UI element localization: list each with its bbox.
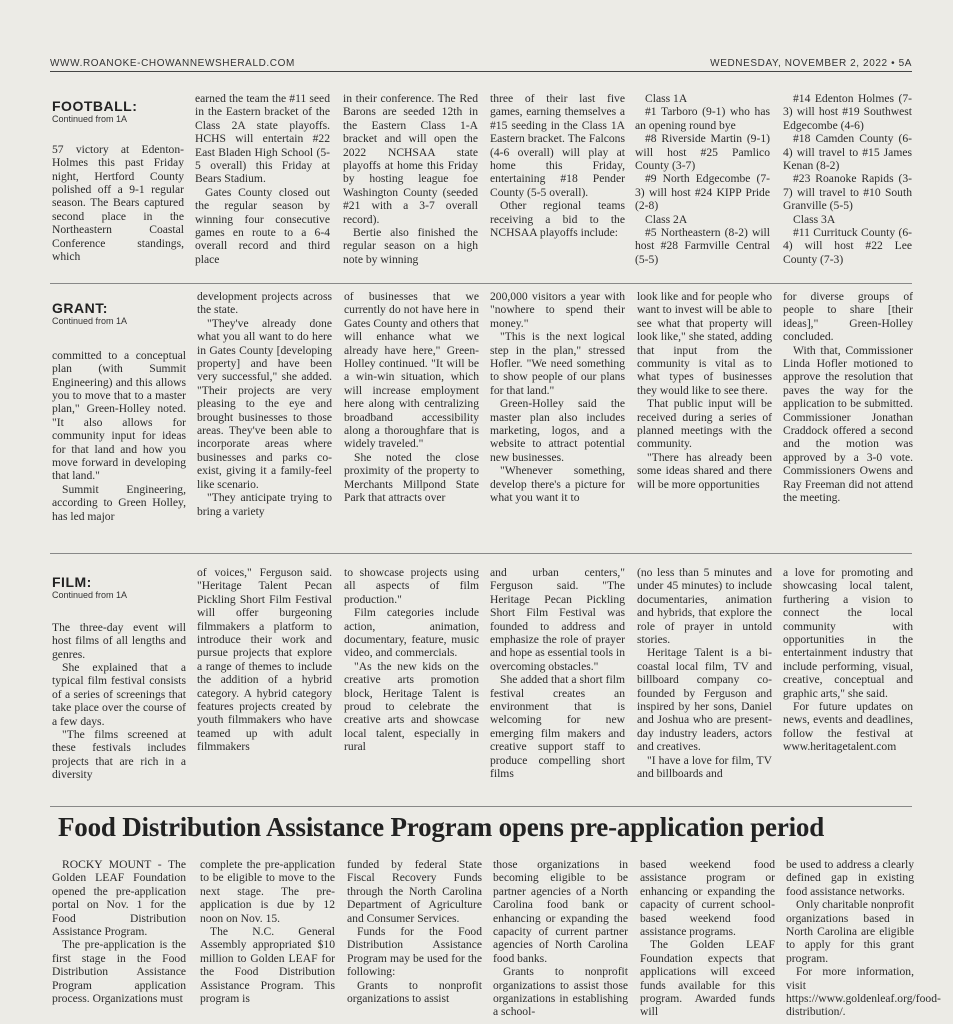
article-paragraph: For more information, visit https://www.goldenleaf.org/food-distribution/. bbox=[786, 965, 941, 1019]
grant-col-1 bbox=[197, 290, 332, 518]
article-paragraph: "The films screened at these festivals includes projects that are rich in a diversity bbox=[52, 728, 186, 782]
food-col-0 bbox=[52, 858, 186, 1005]
article-paragraph: For future updates on news, events and deadlines, follow the festival at www.heritagetalent.com bbox=[783, 700, 913, 754]
film-col-5 bbox=[783, 566, 913, 754]
food-col-5 bbox=[786, 858, 941, 1019]
article-paragraph: She explained that a typical film festival consists of a series of screenings that take place over the course of a few days. bbox=[52, 661, 186, 728]
article-paragraph: a love for promoting and showcasing local talent, furthering a vision to connect the local community with opportunities in the entertainment industry that include performing, visual, creative, conceptual and graphic arts," she said. bbox=[783, 566, 913, 700]
article-paragraph: Grants to nonprofit organizations to assist bbox=[347, 978, 482, 1006]
article-paragraph: ROCKY MOUNT - The Golden LEAF Foundation opened the pre-application portal on Nov. 1 for the Food Distribution Assistance Program. bbox=[52, 858, 186, 939]
article-paragraph: Heritage Talent is a bi-coastal local film, TV and billboard company co-founded by Ferguson and inspired by her sons, Daniel and Joshua who are present-day industry leaders, actors and creatives. bbox=[637, 646, 772, 754]
article-paragraph: The Golden LEAF Foundation expects that applications will exceed funds available for this program. Awarded funds will bbox=[640, 938, 775, 1019]
article-paragraph: of voices," Ferguson said. "Heritage Talent Pecan Pickling Short Film Festival will offer burgeoning filmmakers a platform to introduce their work and pursue projects that explore a range of themes to include the addition of a hybrid category. A hybrid category features projects created by youth filmmakers who have teamed up with adult filmmakers bbox=[197, 566, 332, 754]
article-paragraph: Class 1A bbox=[645, 92, 688, 105]
article-paragraph: #5 Northeastern (8-2) will host #28 Farmville Central (5-5) bbox=[635, 226, 770, 266]
film-kicker: FILM: bbox=[52, 574, 92, 590]
film-col-4 bbox=[637, 566, 772, 781]
grant-col-2 bbox=[344, 290, 479, 505]
grant-continued: Continued from 1A bbox=[52, 316, 128, 327]
football-continued: Continued from 1A bbox=[52, 114, 128, 125]
article-paragraph: "Whenever something, develop there's a picture for what you want it to bbox=[490, 464, 625, 505]
article-paragraph: in their conference. The Red Barons are seeded 12th in the Eastern Class 1-A bracket and will open the 2022 NCHSAA state playoffs at home this Friday by hosting league foe Washington County (seeded #21 with a 3-7 overall record). bbox=[343, 92, 478, 226]
section-divider bbox=[50, 806, 912, 807]
article-paragraph: (no less than 5 minutes and under 45 minutes) to include documentaries, animation and hybrids, that explore the role of prayer in untold stories. bbox=[637, 566, 772, 647]
grant-section bbox=[50, 290, 912, 542]
article-paragraph: "I have a love for film, TV and billboards and bbox=[637, 753, 772, 781]
article-paragraph: #18 Camden County (6-4) will travel to #15 James Kenan (8-2) bbox=[783, 132, 912, 173]
article-paragraph: 200,000 visitors a year with "nowhere to spend their money." bbox=[490, 290, 625, 330]
article-paragraph: 57 victory at Edenton-Holmes this past Friday night, Hertford County polished off a 9-1 regular season. The Bears captured second place in the Northeastern Coastal Conference standings, which bbox=[52, 142, 184, 264]
article-paragraph: Other regional teams receiving a bid to the NCHSAA playoffs include: bbox=[490, 199, 625, 240]
football-col-5 bbox=[783, 92, 912, 266]
article-paragraph: be used to address a clearly defined gap in existing food assistance networks. bbox=[786, 858, 914, 898]
food-col-1 bbox=[200, 858, 335, 1005]
article-paragraph: #14 Edenton Holmes (7-3) will host #19 Southwest Edgecombe (4-6) bbox=[783, 92, 912, 132]
article-paragraph: Summit Engineering, according to Green Holley, has led major bbox=[52, 482, 186, 523]
article-paragraph: "They anticipate trying to bring a variety bbox=[197, 491, 332, 518]
article-paragraph: earned the team the #11 seed in the Eastern bracket of the Class 2A state playoffs. HCHS will entertain #22 East Bladen High School (5-5 overall) this Friday at Bears Stadium. bbox=[195, 92, 330, 186]
football-kicker: FOOTBALL: bbox=[52, 98, 138, 114]
site-url: WWW.ROANOKE-CHOWANNEWSHERALD.COM bbox=[50, 58, 295, 69]
football-section bbox=[50, 92, 912, 274]
article-paragraph: based weekend food assistance program or enhancing or expanding the capacity of current school-based weekend food assistance programs. bbox=[640, 858, 775, 939]
article-paragraph: to showcase projects using all aspects of film production." bbox=[344, 566, 479, 606]
article-paragraph: development projects across the state. bbox=[197, 290, 332, 317]
article-paragraph: three of their last five games, earning themselves a #15 seeding in the Class 1A Eastern bracket. The Falcons (4-6 overall) will play at home this Friday, entertaining #18 Pender County (5-5 overall). bbox=[490, 92, 625, 199]
article-paragraph: #11 Currituck County (6-4) will host #22 Lee County (7-3) bbox=[783, 226, 912, 266]
article-paragraph: complete the pre-application to be eligible to move to the next stage. The pre-application is due by 12 noon on Nov. 15. bbox=[200, 858, 335, 925]
football-col-2 bbox=[343, 92, 478, 266]
article-paragraph: and urban centers," Ferguson said. "The Heritage Pecan Pickling Short Film Festival was founded to address and emphasize the role of prayer and hope as essential tools in overcoming obstacles." bbox=[490, 566, 625, 673]
film-continued: Continued from 1A bbox=[52, 590, 128, 601]
article-paragraph: "This is the next logical step in the plan," stressed Hofler. "We need something to show people of our plans for that land." bbox=[490, 330, 625, 397]
article-paragraph: With that, Commissioner Linda Hofler motioned to approve the resolution that paves the way for the application to be submitted. Commissioner Jonathan Craddock offered a second and the motion was approved by a 3-0 vote. Commissioners Owens and Ray Freeman did not attend the meeting. bbox=[783, 343, 913, 505]
article-paragraph: #9 North Edgecombe (7-3) will host #24 KIPP Pride (2-8) bbox=[635, 172, 770, 213]
article-paragraph: She noted the close proximity of the property to Merchants Millpond State Park that attracts over bbox=[344, 450, 479, 505]
article-paragraph: of businesses that we currently do not have here in Gates County and others that will enhance what we already have here," Green-Holley continued. "It will be a win-win situation, which will increase employment here along with centralizing broadband accessibility along a thoroughfare that is widely traveled." bbox=[344, 290, 479, 451]
article-paragraph: Grants to nonprofit organizations to assist those organizations in establishing a school- bbox=[493, 965, 628, 1019]
football-col-3 bbox=[490, 92, 625, 239]
article-paragraph: Bertie also finished the regular season on a high note by winning bbox=[343, 226, 478, 266]
film-col-2 bbox=[344, 566, 479, 754]
article-paragraph: Green-Holley said the master plan also includes marketing, logos, and a website to attract potential new businesses. bbox=[490, 397, 625, 464]
article-paragraph: Film categories include action, animation, documentary, feature, music video, and commercials. bbox=[344, 606, 479, 660]
food-headline: Food Distribution Assistance Program opens pre-application period bbox=[58, 812, 825, 842]
article-paragraph: look like and for people who want to invest will be able to see what that property will look like," she stated, adding that input from the community is vital as to what types of businesses they would like to see there. bbox=[637, 290, 772, 397]
film-col-1 bbox=[197, 566, 332, 754]
article-paragraph: for diverse groups of people to share [their ideas]," Green-Holley concluded. bbox=[783, 290, 913, 344]
food-col-2 bbox=[347, 858, 482, 1005]
issue-date: WEDNESDAY, NOVEMBER 2, 2022 • 5A bbox=[710, 58, 912, 69]
section-divider bbox=[50, 553, 912, 554]
article-paragraph: those organizations in becoming eligible to be partner agencies of a North Carolina food bank or enhancing or expanding the capacity of current partner agencies of North Carolina food banks. bbox=[493, 858, 628, 965]
article-paragraph: The pre-application is the first stage in the Food Distribution Assistance Program application process. Organizations must bbox=[52, 938, 186, 1006]
article-paragraph: That public input will be received during a series of planned meetings with the community. bbox=[637, 397, 772, 451]
article-paragraph: Only charitable nonprofit organizations based in North Carolina are eligible to apply for this grant program. bbox=[786, 898, 914, 965]
article-paragraph: #1 Tarboro (9-1) who has an opening round bye bbox=[635, 105, 770, 132]
grant-col-5 bbox=[783, 290, 913, 505]
article-paragraph: #23 Roanoke Rapids (3-7) will travel to #10 South Granville (5-5) bbox=[783, 172, 912, 213]
article-paragraph: "As the new kids on the creative arts promotion block, Heritage Talent is proud to celebrate the creative arts and showcase local talent, especially in rural bbox=[344, 659, 479, 754]
football-col-1 bbox=[195, 92, 330, 266]
section-divider bbox=[50, 283, 912, 284]
football-col-0 bbox=[52, 92, 184, 263]
grant-col-3 bbox=[490, 290, 625, 505]
food-col-4 bbox=[640, 858, 775, 1019]
article-paragraph: #8 Riverside Martin (9-1) will host #25 Pamlico County (3-7) bbox=[635, 132, 770, 173]
film-section bbox=[50, 566, 912, 796]
article-paragraph: The three-day event will host films of all lengths and genres. bbox=[52, 620, 186, 661]
article-paragraph: "There has already been some ideas shared and there will be more opportunities bbox=[637, 450, 772, 491]
article-paragraph: The N.C. General Assembly appropriated $10 million to Golden LEAF for the Food Distribution Assistance Program. This program is bbox=[200, 925, 335, 1006]
food-col-3 bbox=[493, 858, 628, 1019]
article-paragraph: Class 2A bbox=[645, 212, 688, 226]
article-paragraph: "They've already done what you all want to do here in Gates County [developing property] and have been very successful," she added. "Their projects are very pleasing to the eye and brought businesses to those areas. They've been able to incorporate areas where businesses and parks co-exist, giving it a family-feel like scenario. bbox=[197, 316, 332, 491]
article-paragraph: She added that a short film festival creates an environment that is welcoming for new emerging film makers and creative support staff to produce compelling short films bbox=[490, 673, 625, 781]
grant-col-0 bbox=[52, 290, 186, 523]
grant-kicker: GRANT: bbox=[52, 300, 108, 316]
football-col-4 bbox=[635, 92, 770, 266]
article-paragraph: Gates County closed out the regular season by winning four consecutive games en route to a 6-4 overall record and third place bbox=[195, 185, 330, 266]
grant-col-4 bbox=[637, 290, 772, 491]
article-paragraph: committed to a conceptual plan (with Summit Engineering) and this allows you to move that to a master plan," Green-Holley noted. "It also allows for community input for ideas for that land and how you move forward in developing that land." bbox=[52, 348, 186, 483]
article-paragraph: Class 3A bbox=[793, 212, 836, 226]
film-col-0 bbox=[52, 566, 186, 782]
film-col-3 bbox=[490, 566, 625, 781]
food-section bbox=[50, 858, 941, 1024]
article-paragraph: Funds for the Food Distribution Assistance Program may be used for the following: bbox=[347, 925, 482, 979]
article-paragraph: funded by federal State Fiscal Recovery Funds through the North Carolina Department of Agriculture and Consumer Services. bbox=[347, 858, 482, 925]
masthead bbox=[50, 58, 912, 72]
